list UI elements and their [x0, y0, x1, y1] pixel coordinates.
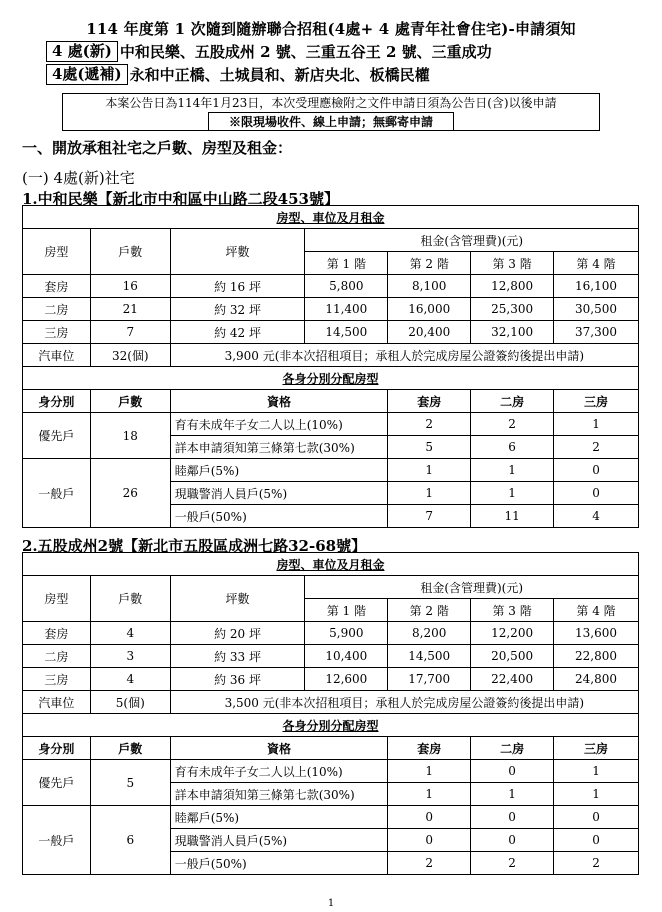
rent-floor-2: 14,500 — [388, 645, 471, 668]
alloc-two-room: 0 — [471, 829, 554, 852]
rent-floor-4: 37,300 — [554, 321, 639, 344]
parking-label: 汽車位 — [23, 344, 91, 367]
alloc-three-room: 0 — [554, 482, 639, 505]
room-section-header: 房型、車位及月租金 — [23, 206, 639, 229]
rent-floor-1: 14,500 — [305, 321, 388, 344]
notice-box — [62, 93, 600, 131]
floor-3-header: 第 3 階 — [471, 599, 554, 622]
room-units: 3 — [90, 645, 170, 668]
room-type: 二房 — [23, 298, 91, 321]
room-area: 約 32 坪 — [170, 298, 305, 321]
rent-floor-1: 12,600 — [305, 668, 388, 691]
room-area: 約 33 坪 — [170, 645, 305, 668]
table-row — [23, 321, 639, 344]
document-title: 114 年度第 1 次隨到隨辦聯合招租(4處+ 4 處青年社會住宅)-申請須知 — [86, 20, 576, 38]
qualification-clause: 詳本申請須知第三條第七款(30%) — [170, 436, 388, 459]
rent-floor-4: 24,800 — [554, 668, 639, 691]
alloc-two-room: 1 — [471, 459, 554, 482]
qualification-general: 一般戶(50%) — [170, 852, 388, 875]
parking-row — [23, 691, 639, 714]
floor-3-header: 第 3 階 — [471, 252, 554, 275]
table-row — [23, 806, 639, 829]
rent-floor-1: 5,800 — [305, 275, 388, 298]
room-units: 21 — [90, 298, 170, 321]
general-units: 26 — [90, 459, 170, 528]
alloc-three-room: 0 — [554, 829, 639, 852]
area-header: 坪數 — [170, 576, 305, 622]
floor-1-header: 第 1 階 — [305, 599, 388, 622]
rent-floor-3: 20,500 — [471, 645, 554, 668]
priority-units: 5 — [90, 760, 170, 806]
room-type-header: 房型 — [23, 229, 91, 275]
suite-header: 套房 — [388, 390, 471, 413]
alloc-suite: 2 — [388, 852, 471, 875]
rent-floor-2: 16,000 — [388, 298, 471, 321]
two-room-header: 二房 — [471, 390, 554, 413]
room-type: 三房 — [23, 321, 91, 344]
location-list-backfill: 永和中正橋、土城員和、新店央北、板橋民權 — [129, 66, 430, 84]
alloc-two-room: 6 — [471, 436, 554, 459]
alloc-suite: 1 — [388, 783, 471, 806]
room-area: 約 36 坪 — [170, 668, 305, 691]
alloc-two-room: 2 — [471, 413, 554, 436]
alloc-three-room: 2 — [554, 436, 639, 459]
alloc-three-room: 4 — [554, 505, 639, 528]
alloc-two-room: 1 — [471, 482, 554, 505]
alloc-two-room: 2 — [471, 852, 554, 875]
units-header: 戶數 — [90, 576, 170, 622]
page-number: 1 — [327, 898, 335, 909]
qualification-police: 現職警消人員戶(5%) — [170, 482, 388, 505]
floor-1-header: 第 1 階 — [305, 252, 388, 275]
table-row — [23, 298, 639, 321]
table-row — [23, 275, 639, 298]
floor-4-header: 第 4 階 — [554, 599, 639, 622]
general-units: 6 — [90, 806, 170, 875]
three-room-header: 三房 — [554, 737, 639, 760]
property-table — [22, 205, 639, 528]
alloc-suite: 0 — [388, 806, 471, 829]
qualification-header: 資格 — [170, 390, 388, 413]
table-row — [23, 760, 639, 783]
three-room-header: 三房 — [554, 390, 639, 413]
room-section-header: 房型、車位及月租金 — [23, 553, 639, 576]
alloc-section-header: 各身分別分配房型 — [23, 714, 639, 737]
rent-floor-2: 8,200 — [388, 622, 471, 645]
floor-2-header: 第 2 階 — [388, 252, 471, 275]
rent-floor-4: 30,500 — [554, 298, 639, 321]
qualification-children: 育有未成年子女二人以上(10%) — [170, 760, 388, 783]
alloc-suite: 0 — [388, 829, 471, 852]
rent-floor-1: 5,900 — [305, 622, 388, 645]
qualification-header: 資格 — [170, 737, 388, 760]
table-row — [23, 459, 639, 482]
room-units: 4 — [90, 668, 170, 691]
alloc-three-room: 0 — [554, 459, 639, 482]
rent-floor-1: 10,400 — [305, 645, 388, 668]
alloc-three-room: 0 — [554, 806, 639, 829]
qualification-neighbor: 睦鄰戶(5%) — [170, 459, 388, 482]
parking-label: 汽車位 — [23, 691, 91, 714]
room-area: 約 20 坪 — [170, 622, 305, 645]
location-line-backfill — [46, 63, 430, 86]
parking-note: 3,500 元(非本次招租項目；承租人於完成房屋公證簽約後提出申請) — [170, 691, 638, 714]
rent-floor-3: 12,800 — [471, 275, 554, 298]
rent-floor-3: 25,300 — [471, 298, 554, 321]
room-area: 約 42 坪 — [170, 321, 305, 344]
rent-floor-4: 13,600 — [554, 622, 639, 645]
notice-announcement: 本案公告日為114年1月23日，本次受理應檢附之文件申請日須為公告日(含)以後申請 — [105, 96, 557, 110]
rent-floor-2: 20,400 — [388, 321, 471, 344]
area-header: 坪數 — [170, 229, 305, 275]
identity-priority: 優先戶 — [23, 413, 91, 459]
rent-header: 租金(含管理費)(元) — [305, 229, 639, 252]
table-row — [23, 622, 639, 645]
identity-header: 身分別 — [23, 737, 91, 760]
parking-note: 3,900 元(非本次招租項目；承租人於完成房屋公證簽約後提出申請) — [170, 344, 638, 367]
priority-units: 18 — [90, 413, 170, 459]
alloc-two-room: 11 — [471, 505, 554, 528]
qualification-children: 育有未成年子女二人以上(10%) — [170, 413, 388, 436]
alloc-three-room: 1 — [554, 783, 639, 806]
alloc-suite: 2 — [388, 413, 471, 436]
qualification-clause: 詳本申請須知第三條第七款(30%) — [170, 783, 388, 806]
alloc-units-header: 戶數 — [90, 737, 170, 760]
property-heading: 1.中和民樂【新北市中和區中山路二段453號】 — [22, 190, 339, 208]
alloc-three-room: 2 — [554, 852, 639, 875]
rent-floor-4: 22,800 — [554, 645, 639, 668]
parking-units: 32(個) — [90, 344, 170, 367]
qualification-general: 一般戶(50%) — [170, 505, 388, 528]
alloc-suite: 7 — [388, 505, 471, 528]
alloc-two-room: 1 — [471, 783, 554, 806]
identity-priority: 優先戶 — [23, 760, 91, 806]
identity-header: 身分別 — [23, 390, 91, 413]
rent-floor-4: 16,100 — [554, 275, 639, 298]
room-units: 7 — [90, 321, 170, 344]
rent-floor-3: 22,400 — [471, 668, 554, 691]
qualification-police: 現職警消人員戶(5%) — [170, 829, 388, 852]
room-type: 套房 — [23, 275, 91, 298]
suite-header: 套房 — [388, 737, 471, 760]
location-tag-backfill: 4處(遞補) — [46, 64, 128, 85]
identity-general: 一般戶 — [23, 806, 91, 875]
two-room-header: 二房 — [471, 737, 554, 760]
room-area: 約 16 坪 — [170, 275, 305, 298]
floor-2-header: 第 2 階 — [388, 599, 471, 622]
notice-submission-method: ※限現場收件、線上申請；無郵寄申請 — [208, 112, 454, 130]
alloc-suite: 5 — [388, 436, 471, 459]
section-heading: 一、開放承租社宅之戶數、房型及租金： — [22, 139, 293, 157]
alloc-suite: 1 — [388, 760, 471, 783]
rent-header: 租金(含管理費)(元) — [305, 576, 639, 599]
rent-floor-1: 11,400 — [305, 298, 388, 321]
location-line-new — [46, 40, 492, 63]
parking-row — [23, 344, 639, 367]
table-row — [23, 645, 639, 668]
parking-units: 5(個) — [90, 691, 170, 714]
qualification-neighbor: 睦鄰戶(5%) — [170, 806, 388, 829]
identity-general: 一般戶 — [23, 459, 91, 528]
alloc-three-room: 1 — [554, 760, 639, 783]
floor-4-header: 第 4 階 — [554, 252, 639, 275]
room-units: 16 — [90, 275, 170, 298]
alloc-suite: 1 — [388, 482, 471, 505]
property-table — [22, 552, 639, 875]
alloc-section-header: 各身分別分配房型 — [23, 367, 639, 390]
alloc-two-room: 0 — [471, 806, 554, 829]
location-tag-new: 4 處(新) — [46, 41, 118, 62]
rent-floor-2: 8,100 — [388, 275, 471, 298]
alloc-units-header: 戶數 — [90, 390, 170, 413]
property-heading: 2.五股成州2號【新北市五股區成洲七路32-68號】 — [22, 537, 367, 555]
location-list-new: 中和民樂、五股成州 2 號、三重五谷王 2 號、三重成功 — [119, 43, 492, 61]
rent-floor-3: 12,200 — [471, 622, 554, 645]
room-units: 4 — [90, 622, 170, 645]
room-type-header: 房型 — [23, 576, 91, 622]
subsection-heading: (一) 4處(新)社宅 — [22, 169, 135, 187]
room-type: 二房 — [23, 645, 91, 668]
alloc-suite: 1 — [388, 459, 471, 482]
units-header: 戶數 — [90, 229, 170, 275]
alloc-two-room: 0 — [471, 760, 554, 783]
table-row — [23, 413, 639, 436]
room-type: 套房 — [23, 622, 91, 645]
alloc-three-room: 1 — [554, 413, 639, 436]
table-row — [23, 668, 639, 691]
room-type: 三房 — [23, 668, 91, 691]
rent-floor-2: 17,700 — [388, 668, 471, 691]
rent-floor-3: 32,100 — [471, 321, 554, 344]
